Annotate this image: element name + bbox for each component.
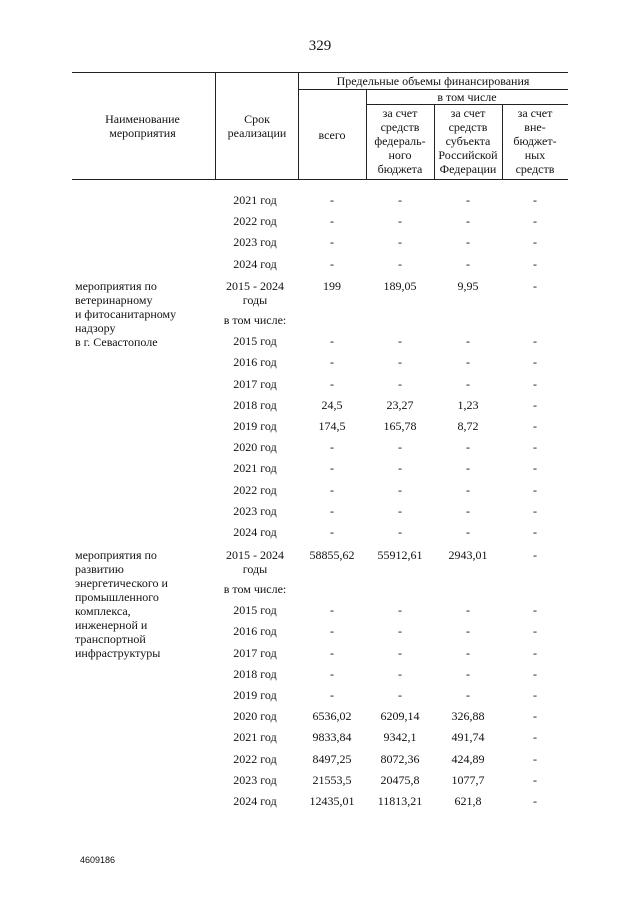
value-cell-reg: 1,23 xyxy=(457,397,479,412)
period-cell: 2021 год xyxy=(233,461,277,476)
value-cell-ext: - xyxy=(533,482,537,497)
value-cell-reg: 621,8 xyxy=(454,794,482,808)
value-cell-ext: - xyxy=(533,794,537,808)
value-cell-ext: - xyxy=(533,751,537,766)
value-cell-ext: - xyxy=(533,440,537,455)
value-cell-total: - xyxy=(330,603,334,618)
value-cell-reg: - xyxy=(466,688,470,702)
value-cell-fed: 189,05 xyxy=(383,279,417,293)
period-cell: 2020 год xyxy=(233,440,277,455)
value-cell-reg: 8,72 xyxy=(457,419,479,433)
value-cell-total: 12435,01 xyxy=(309,794,355,808)
value-cell-total: - xyxy=(330,193,334,207)
header-regional-col: за счет средств субъекта Российской Федерации xyxy=(438,106,498,176)
header-name-col: Наименование мероприятия xyxy=(105,112,180,140)
header-divider-4 xyxy=(434,104,435,179)
value-cell-fed: - xyxy=(398,461,402,476)
value-cell-total: - xyxy=(330,666,334,681)
value-cell-reg: - xyxy=(466,666,470,681)
value-cell-ext: - xyxy=(533,666,537,681)
section-name-line: энергетического и xyxy=(75,576,168,590)
value-cell-fed: - xyxy=(398,440,402,455)
value-cell-ext: - xyxy=(533,709,537,724)
period-cell: 2016 год xyxy=(233,355,277,370)
value-cell-reg: - xyxy=(466,235,470,250)
header-top-rule xyxy=(72,72,568,73)
value-cell-fed: 55912,61 xyxy=(377,548,423,562)
header-bottom-rule xyxy=(72,179,568,180)
header-divider-1 xyxy=(215,72,216,179)
value-cell-reg: - xyxy=(466,214,470,229)
value-cell-total: - xyxy=(330,355,334,370)
value-cell-ext: - xyxy=(533,256,537,271)
period-cell: 2021 год xyxy=(233,193,277,207)
value-cell-fed: 8072,36 xyxy=(380,751,420,766)
value-cell-total: - xyxy=(330,214,334,229)
value-cell-reg: 9,95 xyxy=(457,279,479,293)
value-cell-reg: - xyxy=(466,503,470,518)
value-cell-fed: - xyxy=(398,666,402,681)
header-total-col: всего xyxy=(318,128,346,142)
header-divider-2 xyxy=(298,72,299,179)
section-name-line: ветеринарному xyxy=(75,293,153,307)
period-cell: 2015 год xyxy=(233,334,277,349)
section-name-line: инфраструктуры xyxy=(75,646,161,660)
value-cell-reg: - xyxy=(466,624,470,639)
value-cell-ext: - xyxy=(533,235,537,250)
value-cell-ext: - xyxy=(533,355,537,370)
header-divider-5 xyxy=(502,104,503,179)
value-cell-fed: 11813,21 xyxy=(377,794,423,808)
value-cell-reg: 491,74 xyxy=(451,730,485,745)
including-rule xyxy=(366,104,568,105)
value-cell-fed: 23,27 xyxy=(386,397,414,412)
period-cell: 2022 год xyxy=(233,482,277,497)
value-cell-fed: - xyxy=(398,482,402,497)
period-cell: 2022 год xyxy=(233,214,277,229)
value-cell-reg: - xyxy=(466,461,470,476)
header-funding-group: Предельные объемы финансирования xyxy=(336,74,530,88)
period-cell: годы xyxy=(242,562,268,576)
period-cell: 2017 год xyxy=(233,645,277,660)
value-cell-fed: - xyxy=(398,624,402,639)
value-cell-fed: - xyxy=(398,503,402,518)
including-label: в том числе: xyxy=(223,582,287,596)
value-cell-total: - xyxy=(330,235,334,250)
value-cell-ext: - xyxy=(533,376,537,391)
value-cell-ext: - xyxy=(533,279,537,293)
value-cell-total: - xyxy=(330,440,334,455)
value-cell-reg: 1077,7 xyxy=(451,772,485,787)
period-cell: 2015 год xyxy=(233,603,277,618)
value-cell-fed: - xyxy=(398,355,402,370)
section-name-line: в г. Севастополе xyxy=(75,335,158,349)
value-cell-total: - xyxy=(330,503,334,518)
value-cell-reg: - xyxy=(466,525,470,539)
value-cell-total: - xyxy=(330,376,334,391)
value-cell-fed: 9342,1 xyxy=(383,730,417,745)
value-cell-fed: - xyxy=(398,334,402,349)
period-cell: 2024 год xyxy=(233,794,277,808)
value-cell-reg: - xyxy=(466,645,470,660)
period-cell: 2021 год xyxy=(233,730,277,745)
period-cell: 2015 - 2024 xyxy=(226,548,284,562)
period-cell: 2018 год xyxy=(233,397,277,412)
value-cell-ext: - xyxy=(533,730,537,745)
value-cell-ext: - xyxy=(533,603,537,618)
period-cell: 2019 год xyxy=(233,688,277,702)
value-cell-ext: - xyxy=(533,772,537,787)
value-cell-reg: - xyxy=(466,355,470,370)
value-cell-ext: - xyxy=(533,461,537,476)
value-cell-fed: 6209,14 xyxy=(380,709,420,724)
including-label: в том числе: xyxy=(223,313,287,327)
period-cell: 2015 - 2024 xyxy=(226,279,284,293)
value-cell-total: 9833,84 xyxy=(312,730,352,745)
value-cell-total: - xyxy=(330,645,334,660)
value-cell-ext: - xyxy=(533,334,537,349)
section-name-line: транспортной xyxy=(75,632,146,646)
value-cell-reg: 424,89 xyxy=(451,751,485,766)
section-name-line: инженерной и xyxy=(75,618,148,632)
value-cell-ext: - xyxy=(533,688,537,702)
value-cell-reg: - xyxy=(466,334,470,349)
document-code: 4609186 xyxy=(80,855,116,865)
value-cell-fed: - xyxy=(398,688,402,702)
value-cell-ext: - xyxy=(533,397,537,412)
value-cell-total: - xyxy=(330,482,334,497)
value-cell-total: - xyxy=(330,688,334,702)
section-name-line: мероприятия по xyxy=(75,548,157,562)
value-cell-fed: - xyxy=(398,525,402,539)
period-cell: 2017 год xyxy=(233,376,277,391)
value-cell-ext: - xyxy=(533,214,537,229)
period-cell: 2019 год xyxy=(233,419,277,433)
period-cell: 2023 год xyxy=(233,235,277,250)
header-federal-col: за счет средств федераль-ного бюджета xyxy=(374,106,426,176)
value-cell-ext: - xyxy=(533,645,537,660)
period-cell: 2016 год xyxy=(233,624,277,639)
value-cell-ext: - xyxy=(533,624,537,639)
value-cell-reg: 326,88 xyxy=(451,709,485,724)
value-cell-ext: - xyxy=(533,193,537,207)
value-cell-fed: - xyxy=(398,235,402,250)
period-cell: 2020 год xyxy=(233,709,277,724)
period-cell: 2022 год xyxy=(233,751,277,766)
value-cell-fed: - xyxy=(398,214,402,229)
value-cell-fed: 165,78 xyxy=(383,419,417,433)
value-cell-reg: - xyxy=(466,376,470,391)
value-cell-total: 174,5 xyxy=(318,419,346,433)
period-cell: 2024 год xyxy=(233,525,277,539)
header-including: в том числе xyxy=(437,90,497,104)
value-cell-total: 8497,25 xyxy=(312,751,352,766)
value-cell-ext: - xyxy=(533,548,537,562)
header-period-col: Срок реализации xyxy=(227,112,287,140)
value-cell-reg: 2943,01 xyxy=(448,548,488,562)
value-cell-ext: - xyxy=(533,503,537,518)
section-name-line: развитию xyxy=(75,562,124,576)
value-cell-reg: - xyxy=(466,440,470,455)
value-cell-total: - xyxy=(330,334,334,349)
value-cell-total: 199 xyxy=(323,279,341,293)
value-cell-fed: - xyxy=(398,376,402,391)
value-cell-fed: - xyxy=(398,256,402,271)
value-cell-total: - xyxy=(330,256,334,271)
period-cell: 2023 год xyxy=(233,772,277,787)
value-cell-fed: - xyxy=(398,603,402,618)
value-cell-reg: - xyxy=(466,256,470,271)
value-cell-reg: - xyxy=(466,482,470,497)
period-cell: годы xyxy=(242,293,268,307)
section-name-line: надзору xyxy=(75,321,116,335)
section-name-line: и фитосанитарному xyxy=(75,307,177,321)
section-name-line: промышленного xyxy=(75,590,159,604)
period-cell: 2023 год xyxy=(233,503,277,518)
value-cell-reg: - xyxy=(466,603,470,618)
value-cell-total: 58855,62 xyxy=(309,548,355,562)
header-extrabudget-col: за счет вне-бюджет-ных средств xyxy=(513,106,557,176)
value-cell-total: - xyxy=(330,624,334,639)
section-name-line: мероприятия по xyxy=(75,279,157,293)
value-cell-fed: - xyxy=(398,645,402,660)
period-cell: 2018 год xyxy=(233,666,277,681)
period-cell: 2024 год xyxy=(233,256,277,271)
value-cell-total: 24,5 xyxy=(321,397,343,412)
value-cell-ext: - xyxy=(533,419,537,433)
value-cell-total: 6536,02 xyxy=(312,709,352,724)
value-cell-reg: - xyxy=(466,193,470,207)
page-number: 329 xyxy=(308,38,332,54)
value-cell-ext: - xyxy=(533,525,537,539)
section-name-line: комплекса, xyxy=(75,604,131,618)
value-cell-total: - xyxy=(330,525,334,539)
value-cell-total: - xyxy=(330,461,334,476)
value-cell-fed: 20475,8 xyxy=(380,772,420,787)
value-cell-fed: - xyxy=(398,193,402,207)
value-cell-total: 21553,5 xyxy=(312,772,352,787)
